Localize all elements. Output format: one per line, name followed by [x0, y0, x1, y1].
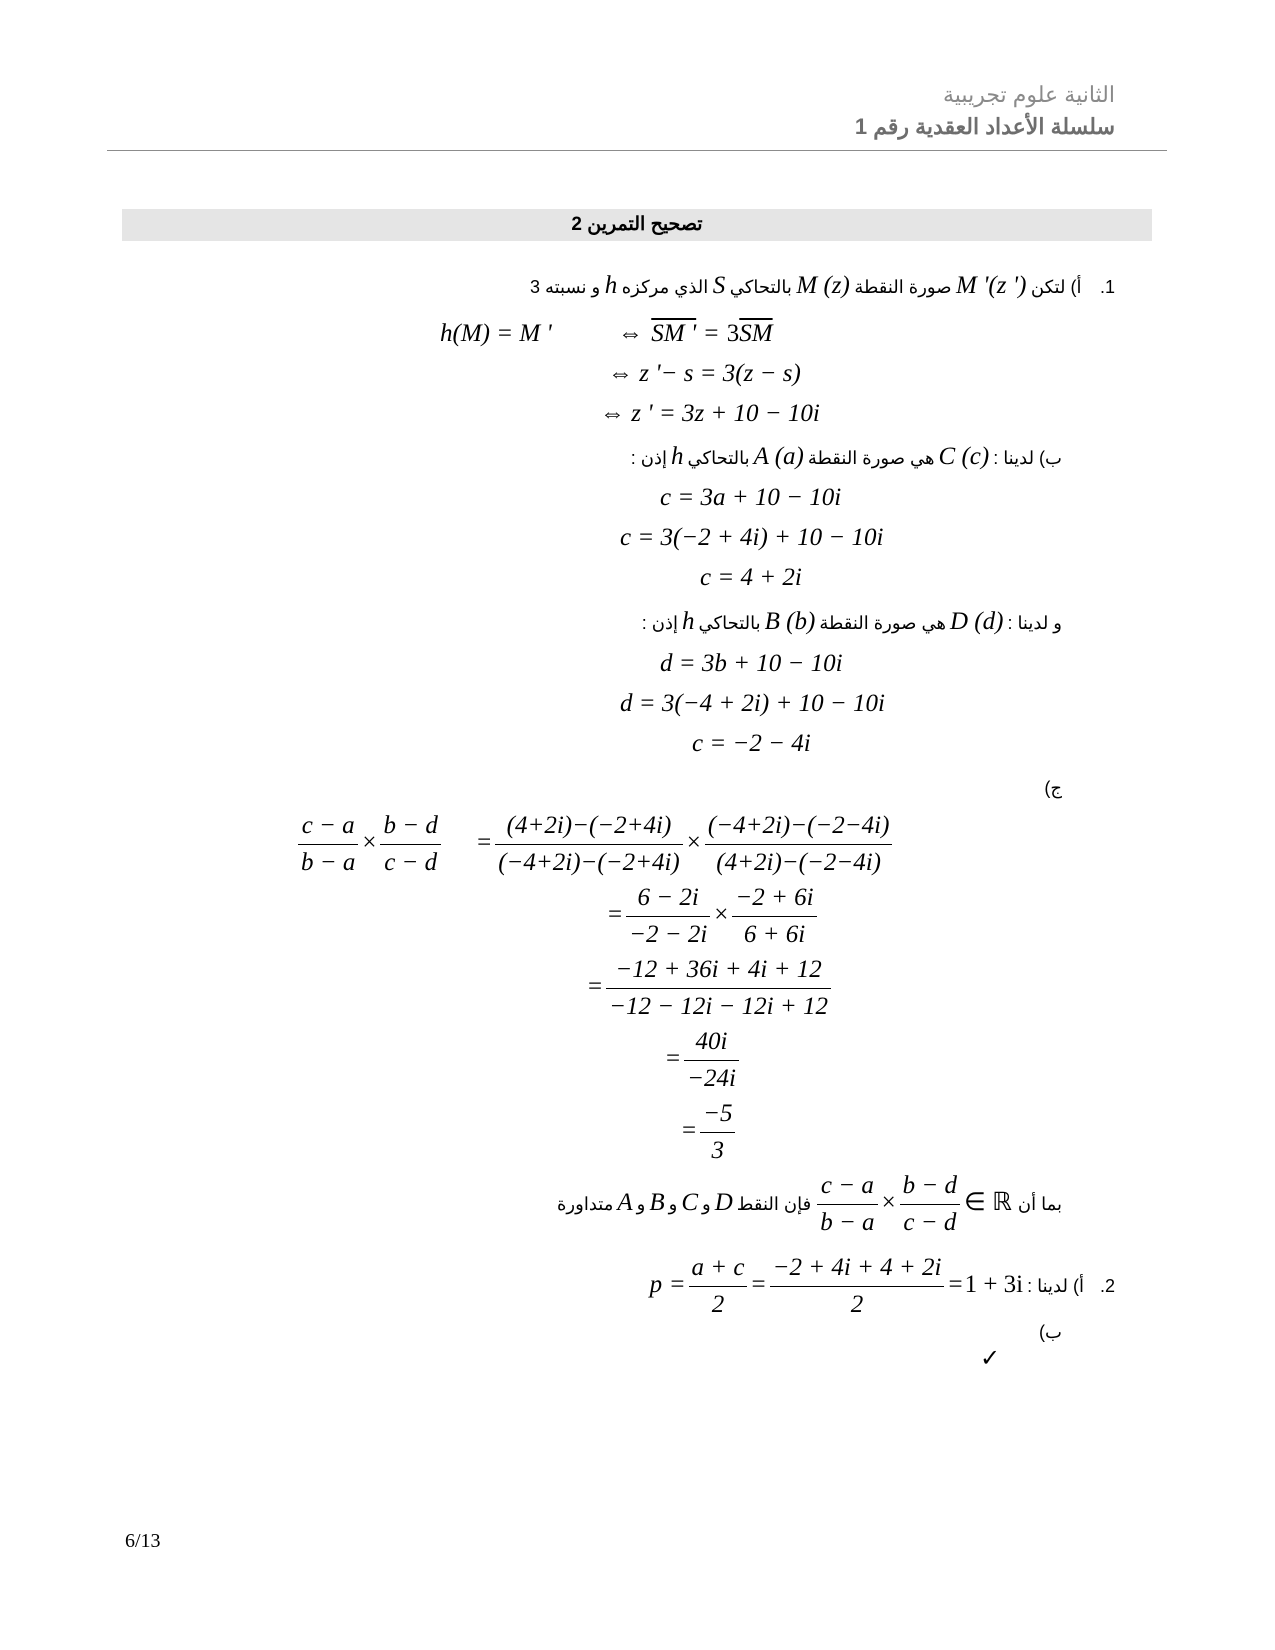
q1b-t3b: إذن : [641, 613, 679, 633]
q1a-line-2: ⇔ SM ' = $3\overline{SM}$ [618, 320, 773, 347]
concl-post: متداورة [557, 1194, 614, 1215]
q2b-label: ب) [1039, 1322, 1062, 1342]
exercise-title-band [122, 209, 1152, 241]
q1c-step-1: $\frac{c - a}{b - a}$ × $\frac{b - d}{c - d}$ = $\frac{(4+2i)-(-2+4i)}{(-4+2i)-(-2+4i)}$ × $\frac{(-4+2i)-(-2-4i)}{(4+2i)-(-2-4i)}$ [296, 808, 894, 881]
q1c-step-2: = $\frac{6 - 2i}{-2 - 2i}$ × $\frac{-2 + 6i}{6 + 6i}$ [606, 880, 819, 953]
q1a-statement [530, 272, 1115, 300]
q1a-h: h [604, 272, 618, 299]
q1c-step-3: = $\frac{-12 + 36i + 4i + 12}{-12 - 12i - 12i + 12}$ [586, 952, 833, 1025]
q1b-line-2: c = 3(−2 + 4i) + 10 − 10i [620, 524, 884, 551]
q1a-t3: الذي مركزه [621, 277, 709, 297]
q1b-pre2: و لدينا : [1007, 613, 1062, 633]
frac-s2-2: $\frac{-2 + 6i}{6 + 6i}$ [732, 880, 816, 953]
concl-pre: بما أن [1017, 1194, 1062, 1215]
frac-s3: $\frac{-12 + 36i + 4i + 12}{-12 - 12i - 12i + 12}$ [606, 952, 831, 1025]
q1a-s: S [712, 272, 726, 299]
concl-mid: فإن النقط [736, 1194, 812, 1215]
q2a-label: أ) لدينا : [1027, 1276, 1084, 1297]
q2-number: 2. [1099, 1276, 1115, 1297]
q1b-line-4: d = 3b + 10 − 10i [660, 650, 843, 677]
q1b-c: C (c) [938, 443, 990, 470]
exercise-title: تصحيح التمرين 2 [571, 214, 703, 235]
q1b-d: D (d) [949, 608, 1004, 635]
q1c-step-4: = $\frac{40i}{-24i}$ [664, 1024, 741, 1097]
frac-s5: $\frac{-5}{3}$ [700, 1096, 735, 1169]
q2a-row [650, 1250, 1115, 1323]
q1b-line-3: c = 4 + 2i [700, 564, 802, 591]
q1a-pre: أ) لتكن [1030, 277, 1082, 297]
q1b-statement-2 [642, 608, 1062, 636]
q1a-m: M (z) [796, 272, 850, 299]
page-number: 6/13 [125, 1530, 161, 1552]
q1a-t1: صورة النقطة [854, 277, 952, 297]
q1a-t2: بالتحاكي [729, 277, 792, 297]
q1b-line-1: c = 3a + 10 − 10i [660, 484, 842, 511]
frac-lhs-1: $\frac{c - a}{b - a}$ [298, 808, 358, 881]
q1c-label: ج) [1044, 778, 1062, 798]
q1b-h2: h [682, 608, 695, 635]
q1b-t1: هي صورة النقطة [807, 448, 935, 468]
q1b-t2: بالتحاكي [687, 448, 750, 468]
frac-s4: $\frac{40i}{-24i}$ [684, 1024, 739, 1097]
q1-number: 1. [1099, 277, 1115, 297]
concl-expr: $\frac{c - a}{b - a}$ × $\frac{b - d}{c - d}$ ∈ ℝ [815, 1189, 1014, 1216]
q1a-line-1: h(M) = M ' [440, 320, 552, 347]
q2a-expr: p = $\frac{a + c}{2}$ = $\frac{-2 + 4i + 4 + 2i}{2}$ =1 + 3i [650, 1271, 1023, 1298]
q1b-line-6: c = −2 − 4i [692, 730, 811, 757]
q1b-line-5: d = 3(−4 + 2i) + 10 − 10i [620, 690, 885, 717]
q1c-conclusion: بما أن $\frac{c - a}{b - a}$ × $\frac{b - d}{c - d}$ ∈ ℝ فإن النقط A و B و C و D متداورة [557, 1168, 1062, 1241]
q1b-h: h [671, 443, 684, 470]
q1a-line-3: ⇔ z '− s = 3(z − s) [608, 360, 801, 387]
q1a-t4: و نسبته 3 [529, 277, 601, 297]
header-title: سلسلة الأعداد العقدية رقم 1 [854, 114, 1115, 139]
q1b-t3: إذن : [630, 448, 668, 468]
frac-s1-2: $\frac{(-4+2i)-(-2-4i)}{(4+2i)-(-2-4i)}$ [705, 808, 893, 881]
q1b-b: B (b) [764, 608, 816, 635]
frac-lhs-2: $\frac{b - d}{c - d}$ [380, 808, 440, 881]
q1b-pre: ب) لدينا : [993, 448, 1062, 468]
q1b-a: A (a) [753, 443, 804, 470]
q1b-t2b: بالتحاكي [698, 613, 761, 633]
header-rule [107, 150, 1167, 151]
q1b-statement [631, 443, 1062, 471]
header-subtitle: الثانية علوم تجريبية [943, 82, 1115, 107]
check-mark-icon: ✓ [980, 1344, 1001, 1372]
frac-s1-1: $\frac{(4+2i)-(-2+4i)}{(-4+2i)-(-2+4i)}$ [495, 808, 683, 881]
q1c-step-5: = $\frac{-5}{3}$ [680, 1096, 737, 1169]
q1b-t1b: هي صورة النقطة [819, 613, 946, 633]
frac-s2-1: $\frac{6 - 2i}{-2 - 2i}$ [626, 880, 710, 953]
q1a-mprime: M '(z ') [956, 272, 1027, 299]
q1a-line-4: ⇔ z ' = 3z + 10 − 10i [600, 400, 820, 427]
